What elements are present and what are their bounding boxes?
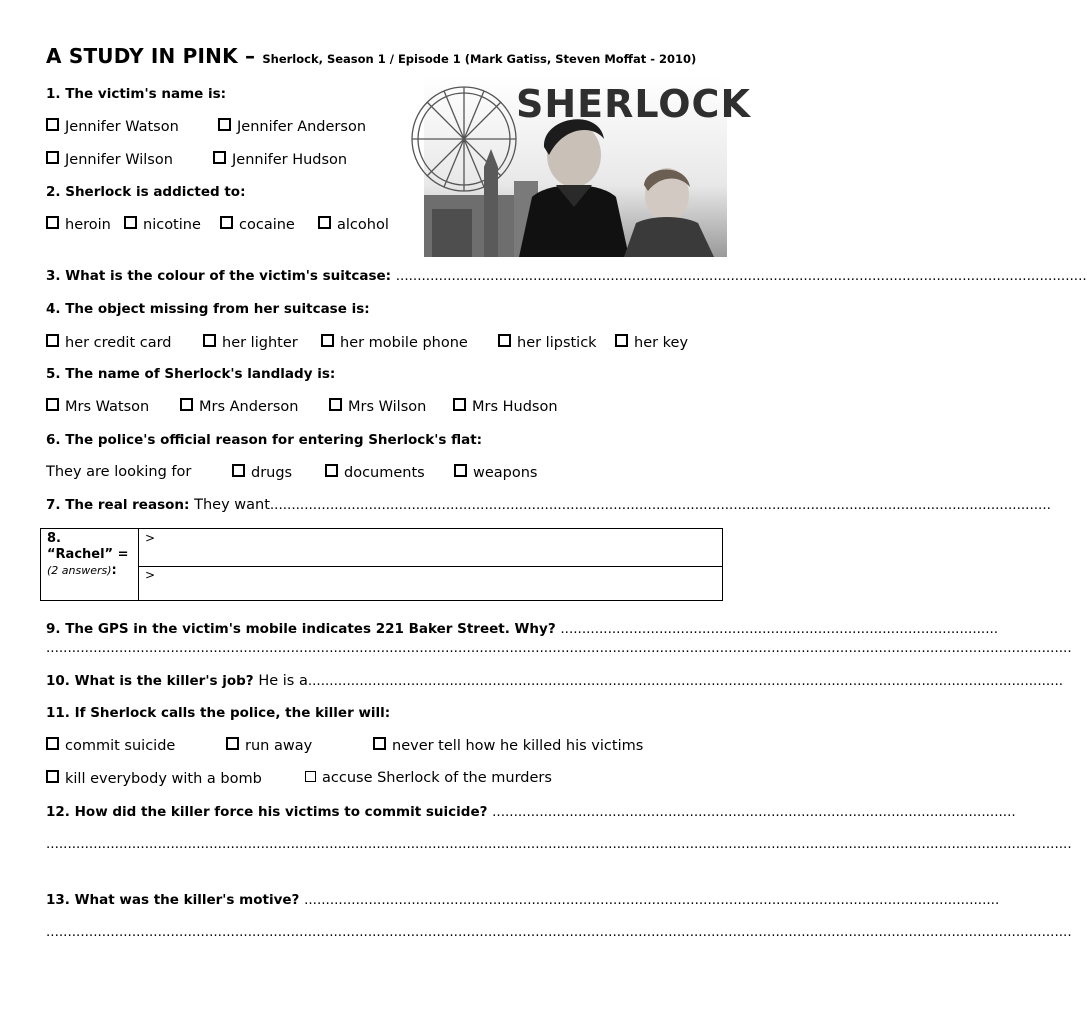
sherlock-logo-text: SHERLOCK xyxy=(516,82,751,126)
question-7-label: 7. The real reason: xyxy=(46,497,190,513)
question-11-label: 11. If Sherlock calls the police, the killer will: xyxy=(46,705,391,721)
q11-option-commit-suicide[interactable]: commit suicide xyxy=(46,737,175,754)
answer-line-2[interactable]: ............................................................................................................................................................................................................................................... xyxy=(46,924,1072,940)
question-1-label: 1. The victim's name is: xyxy=(46,86,227,102)
question-13-label: 13. What was the killer's motive? xyxy=(46,892,300,908)
checkbox[interactable] xyxy=(203,334,216,347)
question-8-table xyxy=(40,528,723,601)
question-10-label: 10. What is the killer's job? xyxy=(46,673,254,689)
checkbox[interactable] xyxy=(325,464,338,477)
question-13-line xyxy=(46,892,1000,908)
q2-option-heroin[interactable]: heroin xyxy=(46,216,111,233)
checkbox[interactable] xyxy=(232,464,245,477)
q4-option-lipstick[interactable]: her lipstick xyxy=(498,334,597,351)
sherlock-photo xyxy=(424,77,751,257)
page-title xyxy=(46,44,696,68)
checkbox[interactable] xyxy=(305,771,316,782)
q11-option-never-tell[interactable]: never tell how he killed his victims xyxy=(373,737,643,754)
answer-line[interactable]: ................................................................................................................................................................. xyxy=(395,268,1087,284)
q7-lead-text: They want xyxy=(194,497,270,513)
checkbox[interactable] xyxy=(180,398,193,411)
answer-line[interactable]: ...................................................................................................... xyxy=(560,621,999,637)
q1-option-jennifer-anderson[interactable]: Jennifer Anderson xyxy=(218,118,366,135)
question-3-label: 3. What is the colour of the victim's suitcase: xyxy=(46,268,392,284)
checkbox[interactable] xyxy=(615,334,628,347)
checkbox[interactable] xyxy=(454,464,467,477)
q6-lead-text: They are looking for xyxy=(46,464,192,480)
checkbox[interactable] xyxy=(373,737,386,750)
checkbox[interactable] xyxy=(218,118,231,131)
q2-option-cocaine[interactable]: cocaine xyxy=(220,216,295,233)
arrow-icon: > xyxy=(145,568,156,582)
checkbox[interactable] xyxy=(46,334,59,347)
checkbox[interactable] xyxy=(46,398,59,411)
question-4-label: 4. The object missing from her suitcase is: xyxy=(46,301,370,317)
q1-option-jennifer-watson[interactable]: Jennifer Watson xyxy=(46,118,179,135)
q6-option-weapons[interactable]: weapons xyxy=(454,464,538,481)
checkbox[interactable] xyxy=(318,216,331,229)
q8-answer-cell-1[interactable] xyxy=(138,529,722,567)
q1-option-jennifer-hudson[interactable]: Jennifer Hudson xyxy=(213,151,347,168)
checkbox[interactable] xyxy=(498,334,511,347)
q4-option-key[interactable]: her key xyxy=(615,334,688,351)
q10-lead-text: He is a xyxy=(258,673,308,689)
arrow-icon: > xyxy=(145,531,156,545)
checkbox[interactable] xyxy=(321,334,334,347)
q5-option-mrs-anderson[interactable]: Mrs Anderson xyxy=(180,398,298,415)
checkbox[interactable] xyxy=(329,398,342,411)
q11-option-accuse-sherlock[interactable]: accuse Sherlock of the murders xyxy=(305,770,552,786)
q2-option-nicotine[interactable]: nicotine xyxy=(124,216,201,233)
answer-line-2[interactable]: ............................................................................................................................................................................................................................................... xyxy=(46,836,1072,852)
q5-option-mrs-watson[interactable]: Mrs Watson xyxy=(46,398,149,415)
checkbox[interactable] xyxy=(46,151,59,164)
question-9-line xyxy=(46,621,999,637)
q2-option-alcohol[interactable]: alcohol xyxy=(318,216,389,233)
q6-option-documents[interactable]: documents xyxy=(325,464,425,481)
question-6-label: 6. The police's official reason for entering Sherlock's flat: xyxy=(46,432,483,448)
q8-label-cell xyxy=(41,529,139,600)
question-10-line xyxy=(46,673,1064,689)
checkbox[interactable] xyxy=(124,216,137,229)
question-3-line xyxy=(46,268,1087,284)
question-2-label: 2. Sherlock is addicted to: xyxy=(46,184,246,200)
title-subtitle: Sherlock, Season 1 / Episode 1 (Mark Gatiss, Steven Moffat - 2010) xyxy=(262,52,697,66)
checkbox[interactable] xyxy=(226,737,239,750)
q5-option-mrs-hudson[interactable]: Mrs Hudson xyxy=(453,398,558,415)
title-dash: – xyxy=(237,44,263,68)
q8-label: 8. “Rachel” = (2 answers): xyxy=(47,531,129,578)
answer-line[interactable]: ...................................................................................................................................................................................... xyxy=(269,497,1051,513)
title-main: A STUDY IN PINK xyxy=(46,44,238,68)
answer-line[interactable]: .......................................................................................................................... xyxy=(492,804,1016,820)
checkbox[interactable] xyxy=(46,118,59,131)
checkbox[interactable] xyxy=(46,737,59,750)
answer-line[interactable]: .................................................................................................................................................................. xyxy=(304,892,1000,908)
question-12-label: 12. How did the killer force his victims to commit suicide? xyxy=(46,804,488,820)
question-12-line xyxy=(46,804,1016,820)
checkbox[interactable] xyxy=(213,151,226,164)
q4-option-lighter[interactable]: her lighter xyxy=(203,334,298,351)
q5-option-mrs-wilson[interactable]: Mrs Wilson xyxy=(329,398,426,415)
q11-option-run-away[interactable]: run away xyxy=(226,737,312,754)
checkbox[interactable] xyxy=(453,398,466,411)
q4-option-credit-card[interactable]: her credit card xyxy=(46,334,172,351)
checkbox[interactable] xyxy=(220,216,233,229)
q4-option-mobile-phone[interactable]: her mobile phone xyxy=(321,334,468,351)
question-7-line xyxy=(46,497,1051,513)
answer-line-2[interactable]: ............................................................................................................................................................................................................................................... xyxy=(46,640,1072,656)
q11-option-bomb[interactable]: kill everybody with a bomb xyxy=(46,770,262,787)
q8-answer-cell-2[interactable] xyxy=(138,566,722,600)
question-9-label: 9. The GPS in the victim's mobile indicates 221 Baker Street. Why? xyxy=(46,621,556,637)
answer-line[interactable]: ................................................................................................................................................................................ xyxy=(307,673,1064,689)
q1-option-jennifer-wilson[interactable]: Jennifer Wilson xyxy=(46,151,173,168)
question-5-label: 5. The name of Sherlock's landlady is: xyxy=(46,366,336,382)
q6-option-drugs[interactable]: drugs xyxy=(232,464,292,481)
checkbox[interactable] xyxy=(46,770,59,783)
checkbox[interactable] xyxy=(46,216,59,229)
